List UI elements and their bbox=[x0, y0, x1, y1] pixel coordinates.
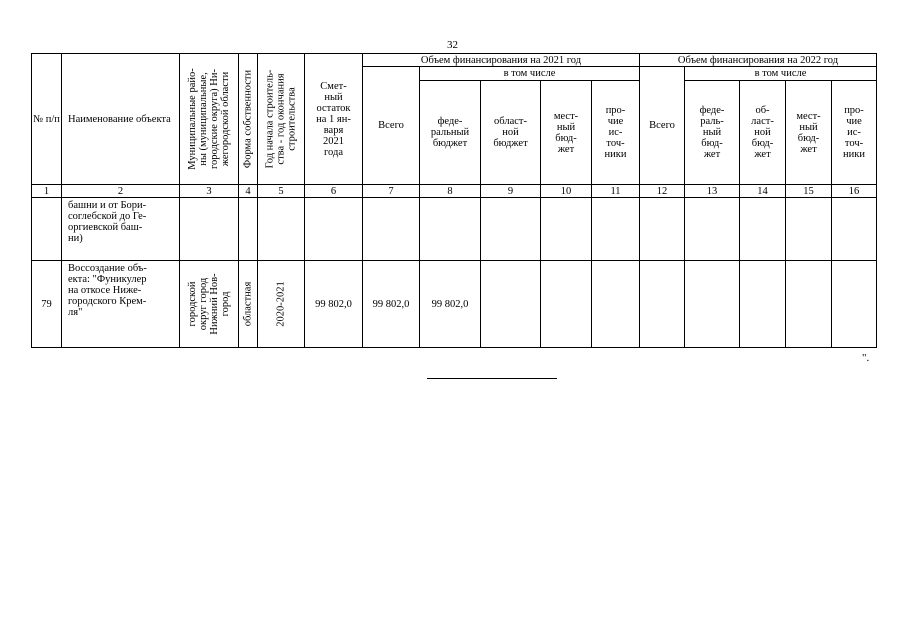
cell-local-2021 bbox=[541, 198, 592, 261]
cell-municipal bbox=[180, 261, 239, 348]
text-line: жет bbox=[703, 149, 721, 160]
header-total-2021: Всего bbox=[363, 67, 420, 185]
text-line: бюджет bbox=[493, 138, 528, 149]
header-num: № п/п bbox=[32, 54, 62, 185]
text-line: оргиевской баш- bbox=[68, 222, 143, 233]
cell-regional-2021 bbox=[481, 261, 541, 348]
header-name: Наименование объекта bbox=[62, 54, 180, 185]
header-fin-2022: Объем финансирования на 2022 год bbox=[640, 54, 877, 67]
column-number: 16 bbox=[832, 185, 877, 198]
text-line: бюд- bbox=[751, 138, 774, 149]
header-including-2022: в том числе bbox=[685, 67, 877, 81]
text-line: чие bbox=[607, 116, 624, 127]
text-line: жет bbox=[754, 149, 771, 160]
column-number: 12 bbox=[640, 185, 685, 198]
column-number: 9 bbox=[481, 185, 541, 198]
cell-regional-2021 bbox=[481, 198, 541, 261]
column-number: 6 bbox=[305, 185, 363, 198]
text-line: про- bbox=[605, 105, 626, 116]
text-line: соглебской до Ге- bbox=[68, 211, 147, 222]
text-line: Смет- bbox=[320, 80, 347, 92]
text-line: ной bbox=[502, 127, 519, 138]
header-regional-2021 bbox=[481, 81, 541, 185]
table-row bbox=[32, 198, 877, 261]
cell-federal-2022 bbox=[685, 198, 740, 261]
text-line: ный bbox=[556, 121, 576, 133]
footer-divider bbox=[427, 378, 557, 379]
header-ownership bbox=[239, 54, 258, 185]
text-line: ля" bbox=[68, 307, 83, 318]
text-line: точ- bbox=[606, 138, 625, 149]
cell-name bbox=[62, 261, 180, 348]
column-number: 14 bbox=[740, 185, 786, 198]
text-line: жет bbox=[557, 143, 575, 155]
text-line: бюджет bbox=[432, 138, 468, 149]
text-line: ники bbox=[604, 149, 627, 160]
text-line: городской bbox=[187, 281, 198, 327]
text-line: ный bbox=[799, 121, 818, 133]
column-number: 5 bbox=[258, 185, 305, 198]
cell-regional-2022 bbox=[740, 261, 786, 348]
text-line: раль- bbox=[700, 116, 724, 127]
header-federal-2022 bbox=[685, 81, 740, 185]
cell-other-2021 bbox=[592, 198, 640, 261]
text-line: Муниципальные райо- bbox=[187, 68, 198, 170]
text-line: строительства bbox=[286, 87, 298, 151]
text-line: об- bbox=[755, 105, 770, 116]
text-line: мест- bbox=[553, 110, 579, 122]
text-line: ники bbox=[843, 149, 865, 160]
column-number: 15 bbox=[786, 185, 832, 198]
text-line: башни и от Бори- bbox=[68, 200, 147, 211]
cell-total-2022 bbox=[640, 261, 685, 348]
text-line: феде- bbox=[699, 105, 725, 116]
page-number: 32 bbox=[447, 39, 458, 51]
text-line: точ- bbox=[844, 138, 864, 149]
header-municipal bbox=[180, 54, 239, 185]
text-line: Год начала строитель- bbox=[264, 69, 276, 169]
text-line: про- bbox=[844, 105, 864, 116]
header-other-2022 bbox=[832, 81, 877, 185]
column-number: 7 bbox=[363, 185, 420, 198]
closing-quote-mark: ". bbox=[862, 352, 870, 364]
header-other-2021 bbox=[592, 81, 640, 185]
column-number: 4 bbox=[239, 185, 258, 198]
text-line: варя bbox=[323, 124, 344, 136]
cell-ownership bbox=[239, 198, 258, 261]
text-line: ис- bbox=[847, 127, 861, 138]
text-line: жет bbox=[800, 143, 817, 155]
text-line: феде- bbox=[437, 116, 463, 127]
text-line: округ город bbox=[198, 277, 209, 331]
cell-local-2022 bbox=[786, 198, 832, 261]
text-line: ной bbox=[754, 127, 771, 138]
cell-federal-2021: 99 802,0 bbox=[420, 261, 481, 348]
text-line: бюд- bbox=[555, 132, 577, 144]
text-line: Нижний Нов- bbox=[209, 273, 220, 335]
column-number: 1 bbox=[32, 185, 62, 198]
cell-estimate bbox=[305, 198, 363, 261]
text-line: жегородской области bbox=[220, 71, 231, 167]
column-number: 2 bbox=[62, 185, 180, 198]
text-line: ис- bbox=[608, 127, 623, 138]
header-including-2021: в том числе bbox=[420, 67, 640, 81]
cell-estimate: 99 802,0 bbox=[305, 261, 363, 348]
cell-num: 79 bbox=[32, 261, 62, 348]
column-number: 13 bbox=[685, 185, 740, 198]
cell-regional-2022 bbox=[740, 198, 786, 261]
text-line: остаток bbox=[316, 102, 351, 114]
text-line: ни) bbox=[68, 233, 83, 244]
cell-municipal bbox=[180, 198, 239, 261]
header-local-2022 bbox=[786, 81, 832, 185]
text-line: екта: "Фуникулер bbox=[68, 274, 147, 285]
column-number: 11 bbox=[592, 185, 640, 198]
column-number: 10 bbox=[541, 185, 592, 198]
cell-federal-2021 bbox=[420, 198, 481, 261]
text-line: на 1 ян- bbox=[316, 113, 351, 125]
text-line: город bbox=[220, 291, 231, 317]
cell-other-2022 bbox=[832, 261, 877, 348]
header-federal-2021 bbox=[420, 81, 481, 185]
cell-ownership: областная bbox=[239, 261, 258, 348]
cell-total-2022 bbox=[640, 198, 685, 261]
cell-local-2021 bbox=[541, 261, 592, 348]
text-line: мест- bbox=[796, 110, 821, 122]
header-local-2021 bbox=[541, 81, 592, 185]
text-line: ный bbox=[324, 91, 343, 103]
text-line: Воссоздание объ- bbox=[68, 263, 147, 274]
column-number: 8 bbox=[420, 185, 481, 198]
cell-local-2022 bbox=[786, 261, 832, 348]
text-line: городские округа) Ни- bbox=[209, 69, 220, 170]
text-line: Форма собственности bbox=[242, 69, 254, 169]
cell-other-2021 bbox=[592, 261, 640, 348]
text-line: 2021 bbox=[323, 135, 344, 147]
header-fin-2021: Объем финансирования на 2021 год bbox=[363, 54, 640, 67]
text-line: ласт- bbox=[751, 116, 774, 127]
cell-other-2022 bbox=[832, 198, 877, 261]
header-years bbox=[258, 54, 305, 185]
text-line: на откосе Ниже- bbox=[68, 285, 142, 296]
text-line: года bbox=[324, 146, 343, 158]
text-line: бюд- bbox=[797, 132, 820, 144]
column-number: 3 bbox=[180, 185, 239, 198]
header-estimate bbox=[305, 54, 363, 185]
text-line: област- bbox=[494, 116, 527, 127]
text-line: ральный bbox=[430, 127, 470, 138]
text-line: ства - год окончания bbox=[275, 73, 287, 165]
header-total-2022: Всего bbox=[640, 67, 685, 185]
text-line: городского Крем- bbox=[68, 296, 147, 307]
cell-federal-2022 bbox=[685, 261, 740, 348]
cell-total-2021: 99 802,0 bbox=[363, 261, 420, 348]
cell-num bbox=[32, 198, 62, 261]
cell-years: 2020-2021 bbox=[258, 261, 305, 348]
text-line: бюд- bbox=[701, 138, 723, 149]
cell-total-2021 bbox=[363, 198, 420, 261]
text-line: ны (муниципальные, bbox=[198, 72, 209, 166]
table-row bbox=[32, 261, 877, 348]
text-line: ный bbox=[702, 127, 722, 138]
text-line: чие bbox=[846, 116, 862, 127]
header-regional-2022 bbox=[740, 81, 786, 185]
cell-years bbox=[258, 198, 305, 261]
financing-table bbox=[31, 53, 877, 348]
cell-name bbox=[62, 198, 180, 261]
column-number-row bbox=[32, 185, 877, 198]
